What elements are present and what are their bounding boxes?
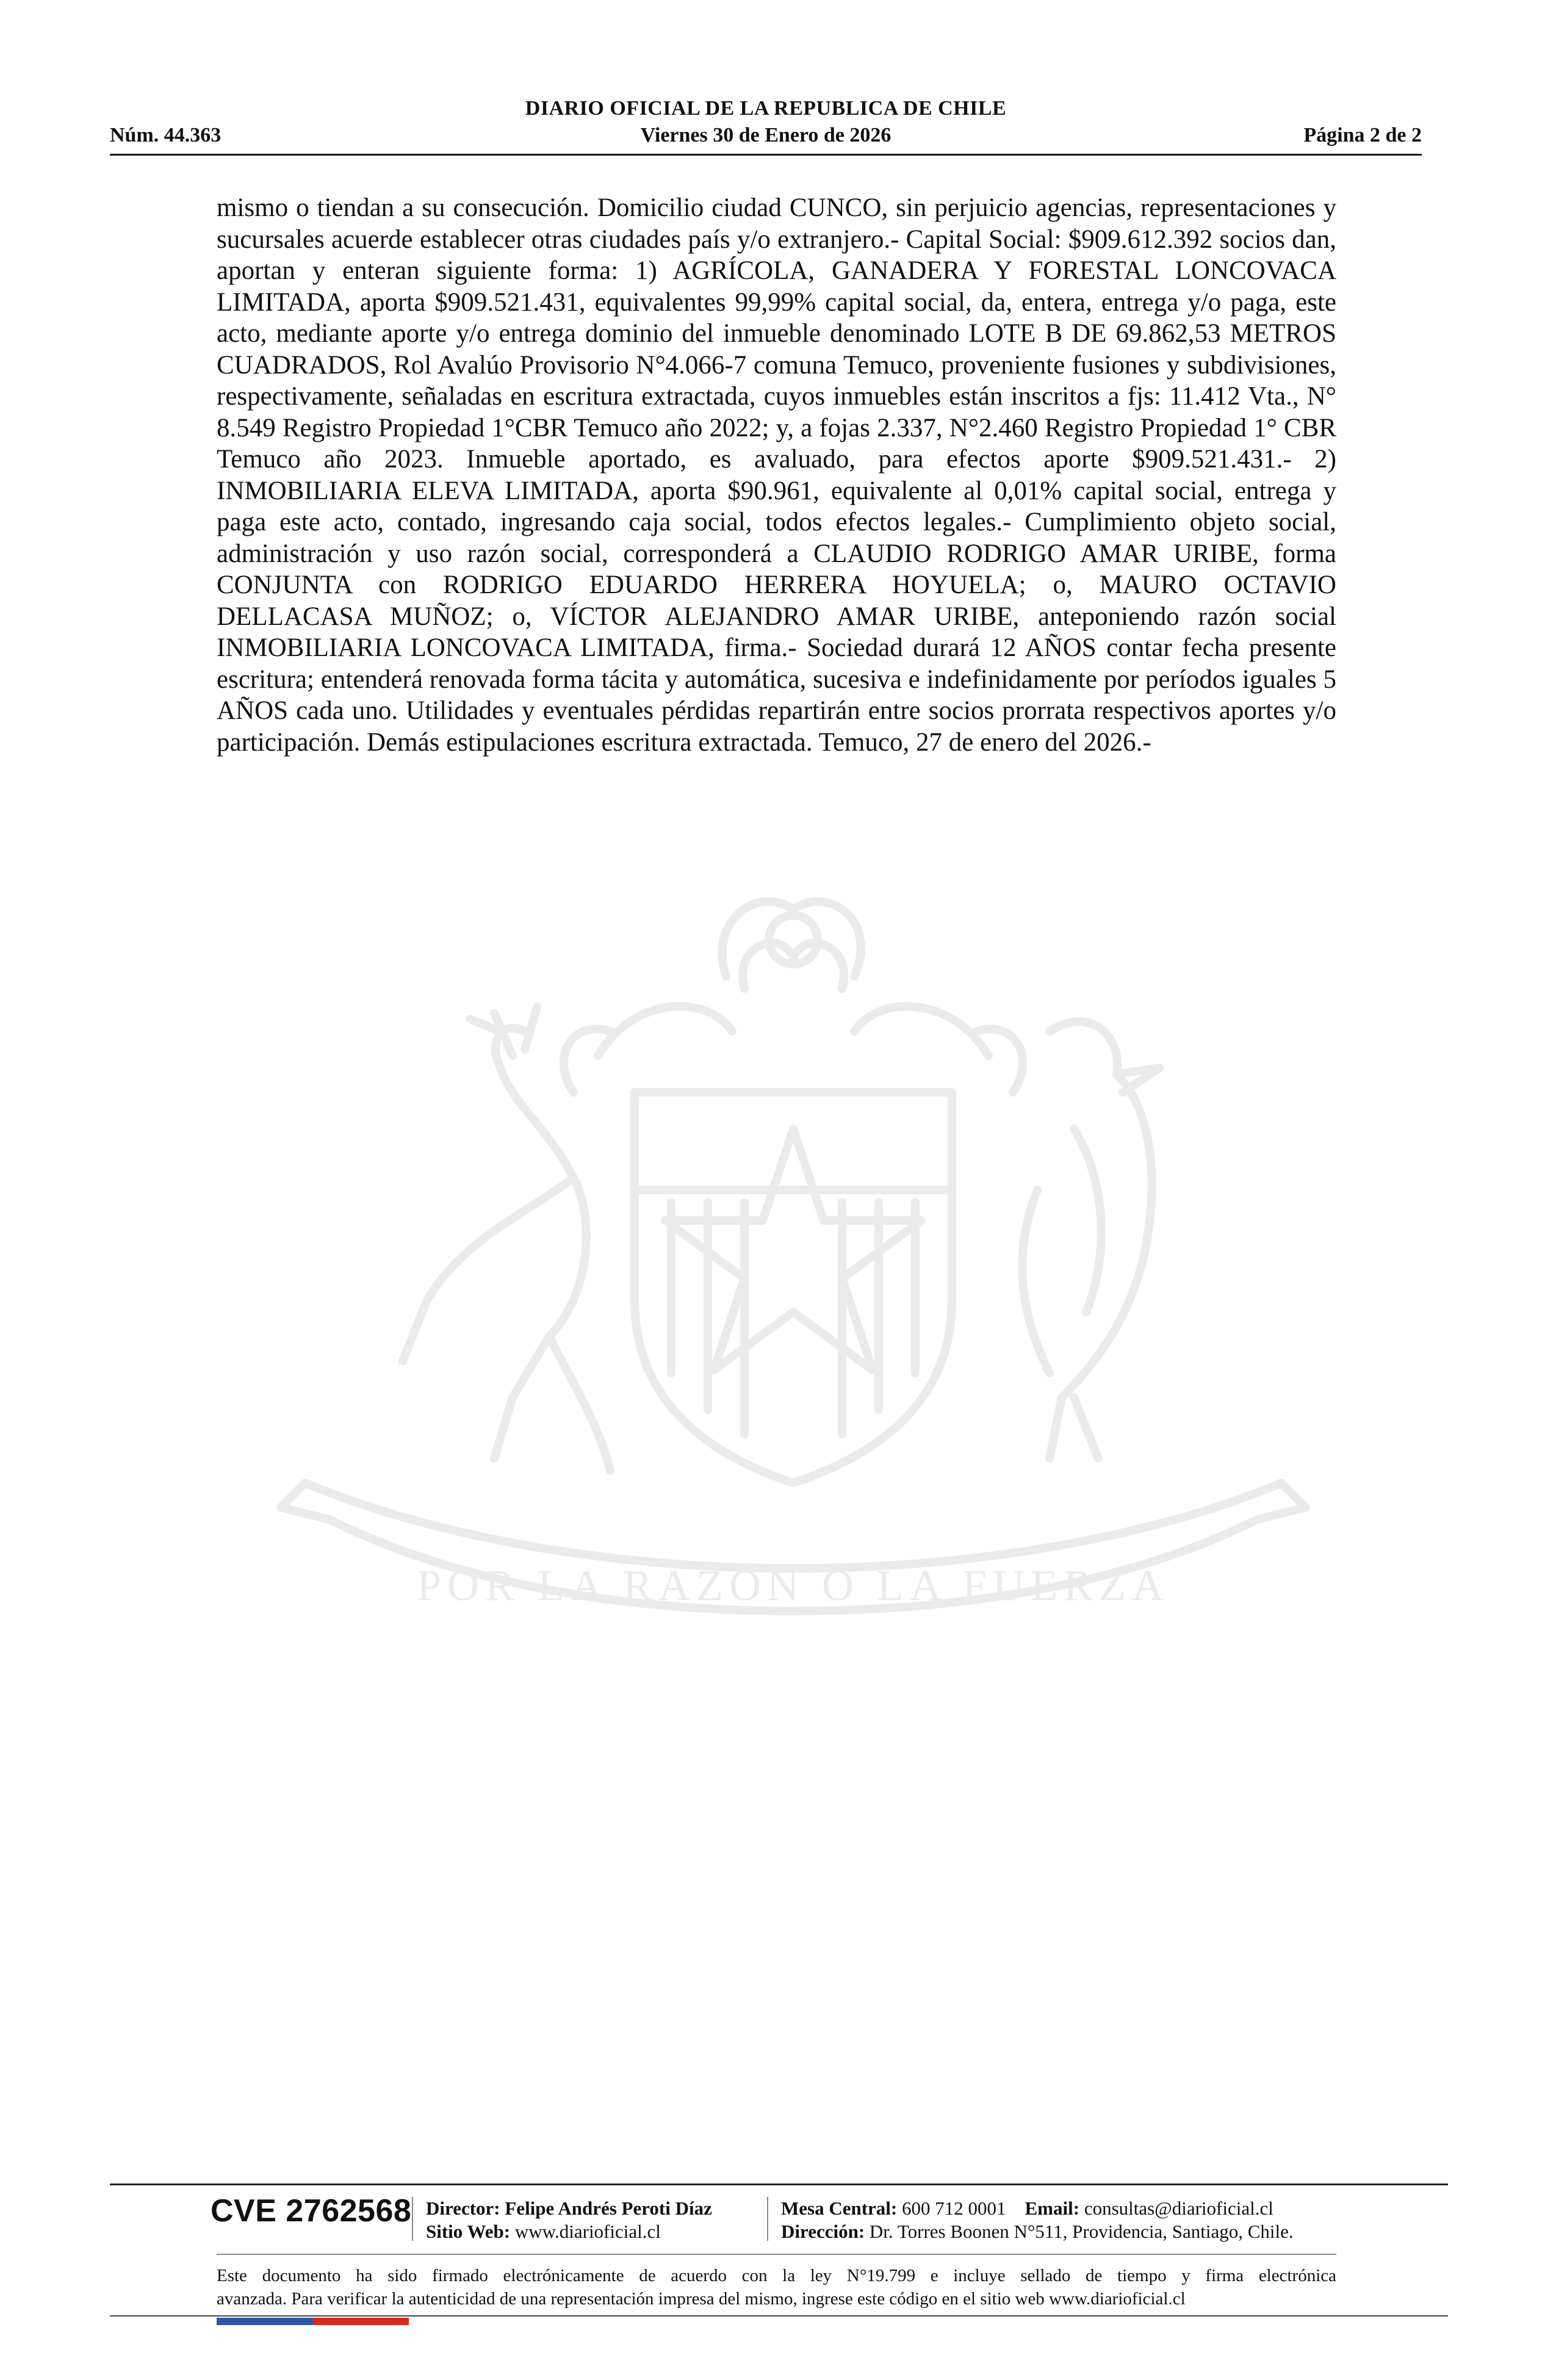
page-header — [110, 95, 1422, 156]
issue-number: Núm. 44.363 — [110, 124, 222, 146]
footer-divider-top — [110, 2183, 1448, 2185]
legal-notice — [217, 2264, 1336, 2310]
watermark-motto: POR LA RAZON O LA FUERZA — [416, 1561, 1170, 1610]
director-label: Director: — [426, 2198, 500, 2219]
flag-red-segment — [313, 2318, 409, 2325]
header-divider — [110, 154, 1422, 156]
coat-of-arms-watermark — [207, 873, 1367, 1684]
phone-number: 600 712 0001 — [902, 2198, 1006, 2219]
legal-notice-line: avanzada. Para verificar la autenticidad de una representación impresa del mismo, ingrese este código en el sitio web www.diarioficial.cl — [217, 2289, 1186, 2309]
flag-blue-segment — [217, 2318, 313, 2325]
address-label: Dirección: — [781, 2221, 865, 2242]
publication-title: DIARIO OFICIAL DE LA REPUBLICA DE CHILE — [525, 97, 1007, 120]
footer-separator — [412, 2197, 413, 2241]
director-name: Felipe Andrés Peroti Díaz — [505, 2198, 712, 2219]
footer-director-block — [426, 2197, 712, 2243]
body-text: mismo o tiendan a su consecución. Domicilio ciudad CUNCO, sin perjuicio agencias, representaciones y sucursales acuerde establecer otras ciudades país y/o extranjero.- Capital Social: $909.612.392 socios dan, aportan y enteran siguiente forma: 1) AGRÍCOLA, GANADERA Y FORESTAL LONCOVACA LIMITADA, aporta $909.521.431, equivalentes 99,99% capital social, da, entera, entrega y/o paga, este acto, mediante aporte y/o entrega dominio del inmueble denominado LOTE B DE 69.862,53 METROS CUADRADOS, Rol Avalúo Provisorio N°4.066-7 comuna Temuco, proveniente fusiones y subdivisiones, respectivamente, señaladas en escritura extractada, cuyos inmuebles están inscritos a fjs: 11.412 Vta., N° 8.549 Registro Propiedad 1°CBR Temuco año 2022; y, a fojas 2.337, N°2.460 Registro Propiedad 1° CBR Temuco año 2023. Inmueble aportado, es avaluado, para efectos aporte $909.521.431.- 2) INMOBILIARIA ELEVA LIMITADA, aporta $90.961, equivalente al 0,01% capital social, entrega y paga este acto, contado, ingresando caja social, todos efectos legales.- Cumplimiento objeto social, administración y uso razón social, corresponderá a CLAUDIO RODRIGO AMAR URIBE, forma CONJUNTA con RODRIGO EDUARDO HERRERA HOYUELA; o, MAURO OCTAVIO DELLACASA MUÑOZ; o, VÍCTOR ALEJANDRO AMAR URIBE, anteponiendo razón social INMOBILIARIA LONCOVACA LIMITADA, firma.- Sociedad durará 12 AÑOS contar fecha presente escritura; entenderá renovada forma tácita y automática, sucesiva e indefinidamente por períodos iguales 5 AÑOS cada uno. Utilidades y eventuales pérdidas repartirán entre socios prorrata respectivos aportes y/o participación. Demás estipulaciones escritura extractada. Temuco, 27 de enero del 2026.- — [217, 193, 1336, 757]
footer-divider-middle — [217, 2254, 1336, 2255]
footer-divider-bottom — [110, 2315, 1448, 2317]
email-label: Email: — [1025, 2198, 1080, 2219]
address-value: Dr. Torres Boonen N°511, Providencia, Santiago, Chile. — [869, 2221, 1294, 2242]
website-label: Sitio Web: — [426, 2221, 511, 2242]
page-indicator: Página 2 de 2 — [1303, 124, 1422, 146]
footer-contact-block — [781, 2197, 1294, 2243]
cve-code: CVE 2762568 — [211, 2193, 412, 2229]
issue-date: Viernes 30 de Enero de 2026 — [640, 124, 891, 146]
legal-notice-line: Este documento ha sido firmado electrónicamente de acuerdo con la ley N°19.799 e incluye sellado de tiempo y firma electrónica — [217, 2266, 1336, 2285]
footer-separator — [767, 2197, 768, 2241]
email-link[interactable]: consultas@diarioficial.cl — [1084, 2198, 1273, 2219]
phone-label: Mesa Central: — [781, 2198, 898, 2219]
website-link[interactable]: www.diarioficial.cl — [514, 2221, 661, 2242]
flag-color-bar — [217, 2318, 409, 2325]
